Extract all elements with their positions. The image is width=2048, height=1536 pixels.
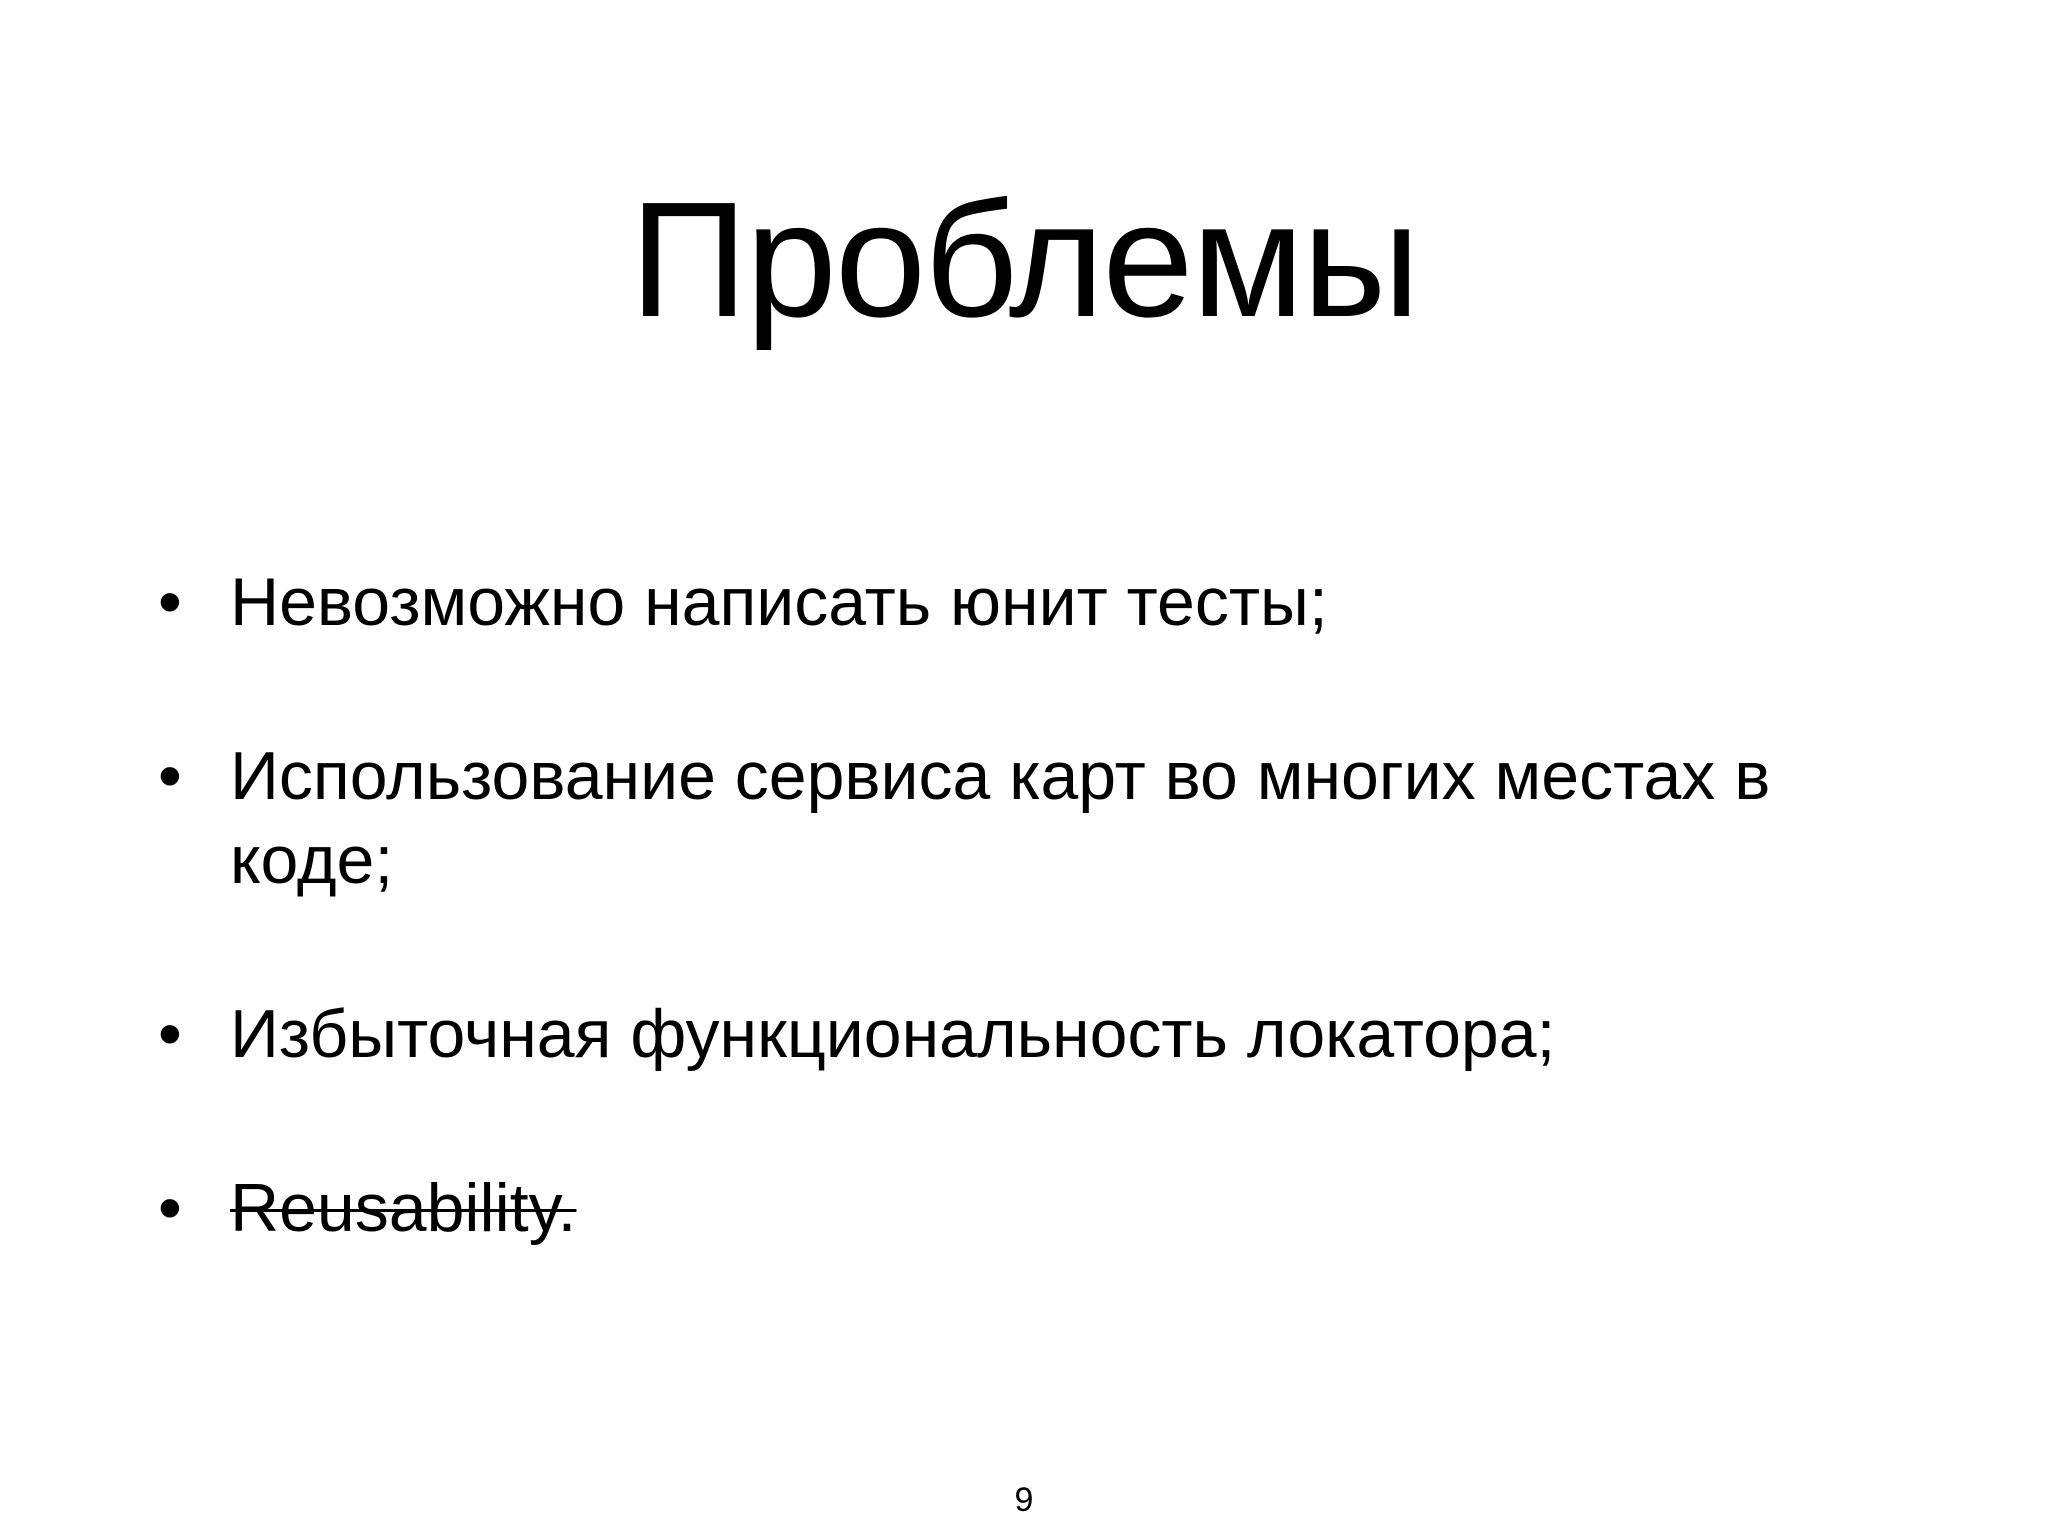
bullet-list [158, 560, 1918, 1340]
bullet-text: Избыточная функциональность локатора; [230, 996, 1556, 1072]
bullet-text: Использование сервиса карт во многих местах в коде; [230, 738, 1771, 898]
bullet-icon: • [158, 738, 182, 814]
bullet-icon: • [158, 564, 182, 640]
slide-title: Проблемы [629, 168, 1419, 351]
bullet-item-unit-tests [158, 560, 1918, 644]
bullet-text-strikethrough: Reusability. [230, 1170, 577, 1246]
bullet-text: Невозможно написать юнит тесты; [230, 564, 1328, 640]
bullet-icon: • [158, 996, 182, 1072]
bullet-item-reusability [158, 1166, 1918, 1250]
bullet-item-locator [158, 992, 1918, 1076]
bullet-item-map-service [158, 734, 1918, 902]
page-number: 9 [1014, 1481, 1034, 1519]
bullet-icon: • [158, 1170, 182, 1246]
